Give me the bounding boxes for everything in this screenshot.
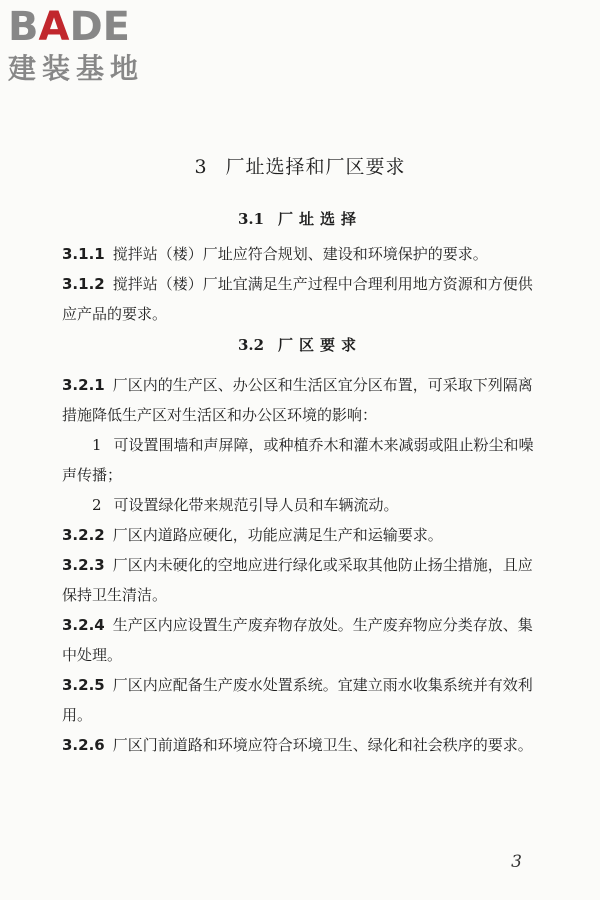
- section-heading-3-2: [0, 334, 600, 355]
- clause-3-2-5: 3.2.5 厂区内应配备生产废水处置系统。宜建立雨水收集系统并有效利用。: [62, 676, 533, 724]
- clause-3-2-2: 3.2.2 厂区内道路应硬化，功能应满足生产和运输要求。: [62, 526, 443, 544]
- clause-3-2-1: 3.2.1 厂区内的生产区、办公区和生活区宜分区布置，可采取下列隔离措施降低生产区对生活区和办公区环境的影响：: [62, 376, 533, 424]
- clause-3-2-4: 3.2.4 生产区内应设置生产废弃物存放处。生产废弃物应分类存放、集中处理。: [62, 616, 533, 664]
- chapter-heading: [0, 152, 600, 179]
- clause-3-2-3: 3.2.3 厂区内未硬化的空地应进行绿化或采取其他防止扬尘措施，且应保持卫生清洁。: [62, 556, 533, 604]
- section-title: 厂区要求: [278, 336, 363, 354]
- page-number: 3: [511, 852, 522, 872]
- clause-3-1-1: 3.1.1 搅拌站（楼）厂址应符合规划、建设和环境保护的要求。: [62, 245, 488, 263]
- section-title: 厂址选择: [278, 210, 363, 228]
- section-number: 3.2: [237, 336, 265, 354]
- list-item: 1 可设置围墙和声屏障，或种植乔木和灌木来减弱或阻止粉尘和噪声传播；: [62, 436, 534, 484]
- logo-wordmark: BADE: [8, 4, 130, 50]
- logo-subtitle: 建装基地: [8, 52, 145, 85]
- publisher-logo: [8, 4, 178, 86]
- chapter-title: 厂址选择和厂区要求: [225, 156, 406, 178]
- section-number: 3.1: [237, 210, 265, 228]
- clause-3-2-6: 3.2.6 厂区门前道路和环境应符合环境卫生、绿化和社会秩序的要求。: [62, 736, 533, 754]
- chapter-number: 3: [194, 156, 208, 178]
- list-item: 2 可设置绿化带来规范引导人员和车辆流动。: [92, 496, 399, 514]
- clause-3-1-2: 3.1.2 搅拌站（楼）厂址宜满足生产过程中合理利用地方资源和方便供应产品的要求。: [62, 275, 533, 323]
- section-heading-3-1: [0, 208, 600, 229]
